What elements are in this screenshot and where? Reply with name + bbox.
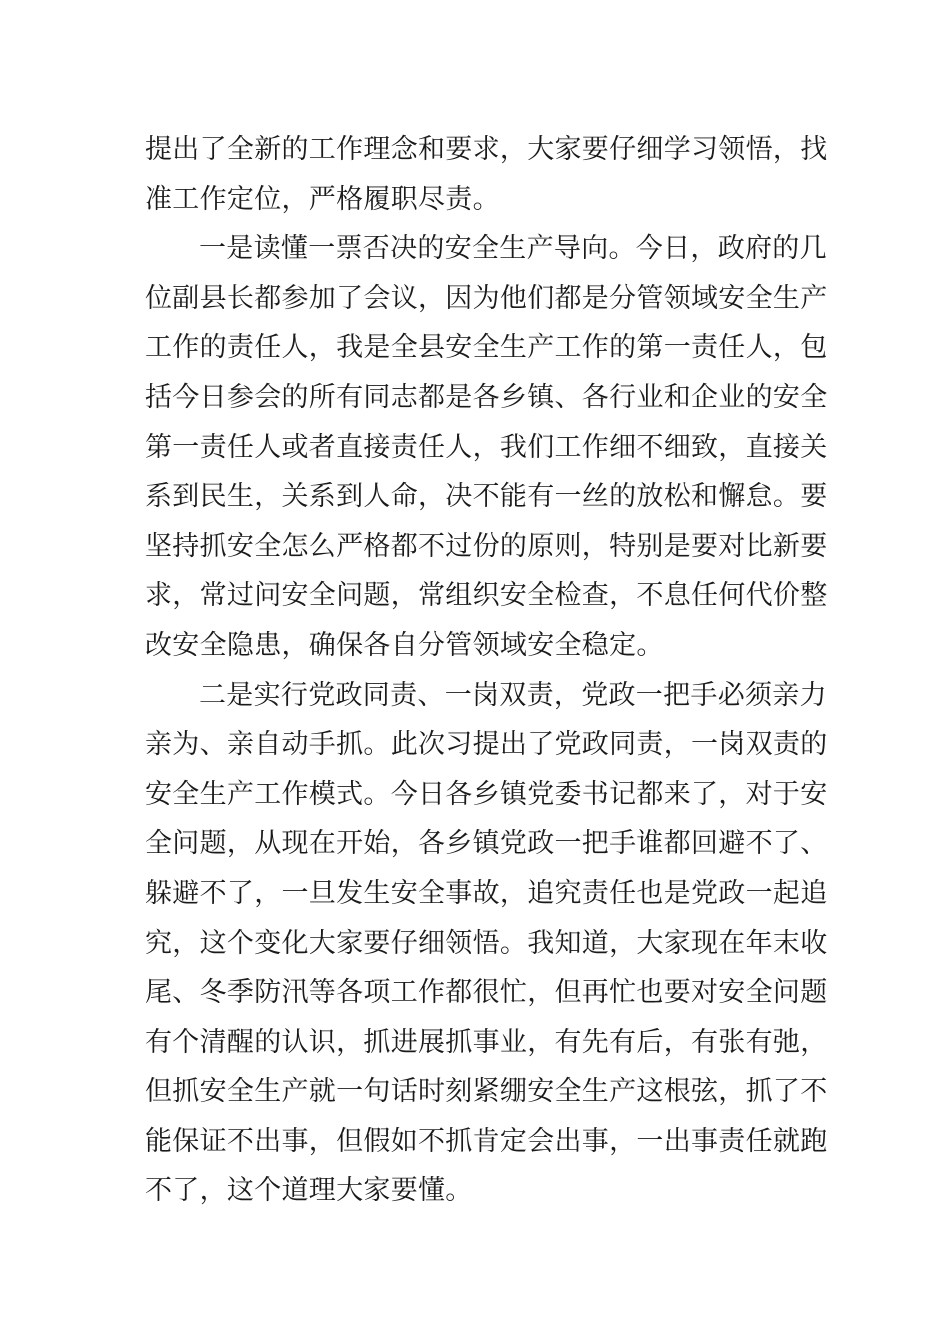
text-line: 坚持抓安全怎么严格都不过份的原则，特别是要对比新要 bbox=[145, 530, 828, 562]
text-line: 能保证不出事，但假如不抓肯定会出事，一出事责任就跑 bbox=[145, 1125, 828, 1157]
text-line: 位副县长都参加了会议，因为他们都是分管领域安全生产 bbox=[145, 282, 828, 314]
text-line: 躲避不了，一旦发生安全事故，追究责任也是党政一起追 bbox=[145, 877, 828, 909]
text-line: 尾、冬季防汛等各项工作都很忙，但再忙也要对安全问题 bbox=[145, 977, 828, 1009]
text-line: 安全生产工作模式。今日各乡镇党委书记都来了，对于安 bbox=[145, 778, 828, 810]
body-text bbox=[145, 125, 828, 1216]
text-line: 括今日参会的所有同志都是各乡镇、各行业和企业的安全 bbox=[145, 381, 828, 413]
paragraph-first-line: 一是读懂一票否决的安全生产导向。今日，政府的几 bbox=[199, 233, 827, 265]
text-line: 不了，这个道理大家要懂。 bbox=[145, 1175, 473, 1207]
paragraph-first-line: 二是实行党政同责、一岗双责，党政一把手必须亲力 bbox=[199, 679, 827, 711]
text-line: 提出了全新的工作理念和要求，大家要仔细学习领悟，找 bbox=[145, 134, 828, 165]
text-line: 究，这个变化大家要仔细领悟。我知道，大家现在年末收 bbox=[145, 927, 828, 959]
text-line: 全问题，从现在开始，各乡镇党政一把手谁都回避不了、 bbox=[145, 828, 828, 860]
text-line: 但抓安全生产就一句话时刻紧绷安全生产这根弦，抓了不 bbox=[145, 1076, 828, 1108]
text-line: 第一责任人或者直接责任人，我们工作细不细致，直接关 bbox=[145, 431, 828, 463]
text-line: 亲为、亲自动手抓。此次习提出了党政同责，一岗双责的 bbox=[145, 729, 828, 761]
text-line: 求，常过问安全问题，常组织安全检查，不息任何代价整 bbox=[145, 580, 828, 612]
text-line: 有个清醒的认识，抓进展抓事业，有先有后，有张有弛， bbox=[145, 1026, 828, 1058]
text-line: 工作的责任人，我是全县安全生产工作的第一责任人，包 bbox=[145, 332, 828, 364]
text-line: 准工作定位，严格履职尽责。 bbox=[145, 183, 500, 215]
text-line: 改安全隐患，确保各自分管领域安全稳定。 bbox=[145, 629, 664, 661]
text-line: 系到民生，关系到人命，决不能有一丝的放松和懈怠。要 bbox=[145, 481, 828, 513]
